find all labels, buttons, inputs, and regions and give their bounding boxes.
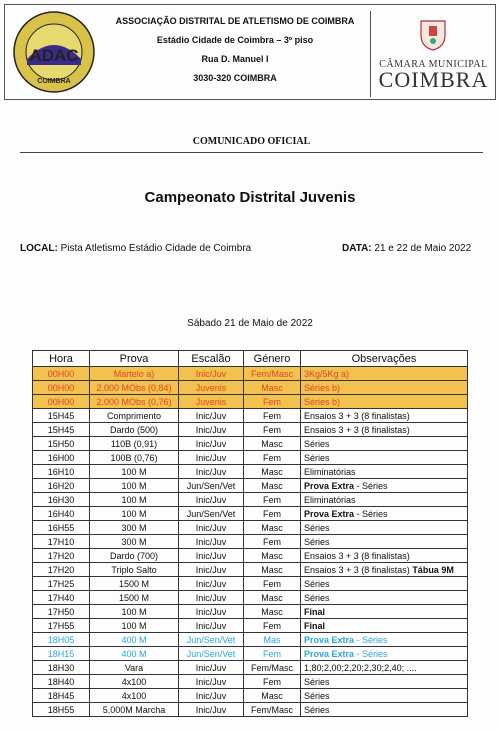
obs-text: Séries (304, 578, 330, 589)
obs-bold: Final (304, 620, 326, 631)
cell-prova: 100 M (90, 465, 179, 479)
obs-bold: Final (304, 606, 326, 617)
cell-observacoes (301, 633, 468, 647)
cell-observacoes (301, 549, 468, 563)
cell-hora: 16H20 (33, 479, 90, 493)
cell-escalao: Inic/Juv (179, 437, 244, 451)
cell-prova: Vara (90, 661, 179, 675)
cell-escalao: Inic/Juv (179, 367, 244, 381)
cell-escalao: Jun/Sen/Vet (179, 647, 244, 661)
cell-prova: 300 M (90, 521, 179, 535)
cell-genero: Fem/Masc (244, 703, 301, 717)
table-row (33, 563, 468, 577)
cell-genero: Masc (244, 479, 301, 493)
cell-escalao: Inic/Juv (179, 465, 244, 479)
obs-text: Séries (304, 690, 330, 701)
cell-prova: 1500 M (90, 591, 179, 605)
cell-hora: 00H00 (33, 395, 90, 409)
cell-observacoes (301, 367, 468, 381)
cell-hora: 16H55 (33, 521, 90, 535)
cell-hora: 16H00 (33, 451, 90, 465)
cell-escalao: Inic/Juv (179, 493, 244, 507)
cell-genero: Masc (244, 563, 301, 577)
table-row (33, 465, 468, 479)
cell-hora: 18H45 (33, 689, 90, 703)
cell-prova: Martelo a) (90, 367, 179, 381)
obs-text: Séries b) (304, 382, 341, 393)
comunicado-heading: COMUNICADO OFICIAL (20, 136, 483, 153)
cell-escalao: Inic/Juv (179, 605, 244, 619)
obs-bold: Prova Extra (304, 508, 355, 519)
cell-hora: 16H10 (33, 465, 90, 479)
cell-escalao: Inic/Juv (179, 675, 244, 689)
cell-escalao: Inic/Juv (179, 521, 244, 535)
cell-prova: 100 M (90, 605, 179, 619)
cell-escalao: Inic/Juv (179, 703, 244, 717)
cell-genero: Fem (244, 493, 301, 507)
cell-escalao: Inic/Juv (179, 409, 244, 423)
cell-prova: 100 M (90, 493, 179, 507)
cell-prova: 4x100 (90, 675, 179, 689)
table-row (33, 507, 468, 521)
table-row (33, 577, 468, 591)
local-line (20, 243, 251, 254)
cell-hora: 17H50 (33, 605, 90, 619)
cell-observacoes (301, 507, 468, 521)
cell-prova: 100 M (90, 619, 179, 633)
date-value: 21 e 22 de Maio 2022 (374, 243, 472, 254)
cell-hora: 17H55 (33, 619, 90, 633)
obs-text: Séries (304, 676, 330, 687)
cell-hora: 18H30 (33, 661, 90, 675)
cell-escalao: Inic/Juv (179, 563, 244, 577)
camara-label: CÂMARA MUNICIPAL (379, 59, 488, 70)
cell-escalao: Jun/Sen/Vet (179, 633, 244, 647)
cell-observacoes (301, 521, 468, 535)
cell-prova: 110B (0,91) (90, 437, 179, 451)
cell-genero: Fem (244, 535, 301, 549)
cell-hora: 18H40 (33, 675, 90, 689)
cell-escalao: Inic/Juv (179, 577, 244, 591)
cell-genero: Fem (244, 647, 301, 661)
cell-hora: 17H25 (33, 577, 90, 591)
cell-escalao: Inic/Juv (179, 535, 244, 549)
logo-letters: ADAC (29, 46, 79, 65)
cell-genero: Masc (244, 465, 301, 479)
obs-text: Séries (304, 522, 330, 533)
cell-hora: 18H55 (33, 703, 90, 717)
obs-text: - Séries (354, 634, 388, 645)
cell-escalao: Inic/Juv (179, 423, 244, 437)
col-genero: Género (244, 351, 301, 367)
cell-hora: 00H00 (33, 381, 90, 395)
cell-hora: 00H00 (33, 367, 90, 381)
org-address-2: Rua D. Manuel I (201, 54, 269, 64)
col-escalao: Escalão (179, 351, 244, 367)
cell-hora: 17H10 (33, 535, 90, 549)
cell-prova: Triplo Salto (90, 563, 179, 577)
cell-hora: 17H20 (33, 549, 90, 563)
cell-escalao: Juvenis (179, 381, 244, 395)
table-row (33, 647, 468, 661)
table-row (33, 619, 468, 633)
cell-prova: Comprimento (90, 409, 179, 423)
cell-prova: Dardo (500) (90, 423, 179, 437)
obs-text: - Séries (354, 480, 388, 491)
obs-text: Eliminatórias (304, 494, 356, 505)
cell-hora: 18H15 (33, 647, 90, 661)
cell-genero: Fem (244, 675, 301, 689)
obs-text: Ensaios 3 + 3 (8 finalistas) (304, 550, 410, 561)
obs-text: Ensaios 3 + 3 (8 finalistas) (304, 424, 410, 435)
document-title: Campeonato Distrital Juvenis (144, 189, 356, 206)
cell-genero: Fem (244, 577, 301, 591)
cell-prova: 100 M (90, 479, 179, 493)
table-row (33, 367, 468, 381)
cell-genero: Masc (244, 521, 301, 535)
obs-text: Séries b) (304, 396, 341, 407)
cell-observacoes (301, 675, 468, 689)
cell-hora: 15H45 (33, 423, 90, 437)
obs-text: Séries (304, 592, 330, 603)
cell-observacoes (301, 381, 468, 395)
obs-bold: Prova Extra (304, 634, 355, 645)
cell-genero: Masc (244, 549, 301, 563)
obs-text: Séries (304, 452, 330, 463)
table-row (33, 423, 468, 437)
local-label: LOCAL: (20, 243, 58, 254)
obs-text: Ensaios 3 + 3 (8 finalistas) (304, 410, 410, 421)
schedule-table (32, 350, 468, 717)
table-row (33, 395, 468, 409)
schedule-body (33, 367, 468, 717)
cell-escalao: Inic/Juv (179, 661, 244, 675)
cell-observacoes (301, 535, 468, 549)
cell-prova: 400 M (90, 633, 179, 647)
cell-genero: Masc (244, 591, 301, 605)
cell-escalao: Inic/Juv (179, 591, 244, 605)
cell-escalao: Inic/Juv (179, 451, 244, 465)
table-row (33, 381, 468, 395)
cell-genero: Masc (244, 437, 301, 451)
cell-genero: Fem (244, 619, 301, 633)
table-row (33, 409, 468, 423)
cell-genero: Mas (244, 633, 301, 647)
table-row (33, 479, 468, 493)
col-prova: Prova (90, 351, 179, 367)
col-observacoes: Observações (301, 351, 468, 367)
cell-genero: Fem (244, 409, 301, 423)
obs-bold: Prova Extra (304, 480, 355, 491)
cell-observacoes (301, 619, 468, 633)
cell-observacoes (301, 577, 468, 591)
cell-hora: 16H40 (33, 507, 90, 521)
camara-municipal-logo (370, 11, 496, 97)
table-row (33, 521, 468, 535)
obs-text: Séries (304, 704, 330, 715)
org-address-1: Estádio Cidade de Coimbra – 3º piso (156, 35, 314, 45)
day-heading: Sábado 21 de Maio de 2022 (187, 318, 313, 329)
cell-prova: 1500 M (90, 577, 179, 591)
cell-prova: 4x100 (90, 689, 179, 703)
local-value: Pista Atletismo Estádio Cidade de Coimbra (60, 243, 252, 254)
cell-prova: 100B (0,76) (90, 451, 179, 465)
cell-escalao: Inic/Juv (179, 549, 244, 563)
obs-text: - Séries (354, 648, 388, 659)
obs-text: 1,80;2,00;2,20;2,30;2,40; .... (304, 662, 417, 673)
table-row (33, 549, 468, 563)
cell-observacoes (301, 591, 468, 605)
obs-text: Séries (304, 536, 330, 547)
cell-observacoes (301, 563, 468, 577)
table-row (33, 675, 468, 689)
table-header-row (33, 351, 468, 367)
letterhead (4, 4, 496, 100)
cell-genero: Fem (244, 507, 301, 521)
cell-observacoes (301, 647, 468, 661)
table-row (33, 535, 468, 549)
cell-escalao: Jun/Sen/Vet (179, 507, 244, 521)
cell-observacoes (301, 661, 468, 675)
logo-bottom-text: COIMBRA (37, 78, 71, 85)
cell-observacoes (301, 465, 468, 479)
camara-city: COIMBRA (378, 67, 489, 92)
cell-hora: 15H50 (33, 437, 90, 451)
cell-genero: Masc (244, 689, 301, 703)
cell-prova: 5.000M Marcha (90, 703, 179, 717)
cell-observacoes (301, 451, 468, 465)
obs-text: Ensaios 3 + 3 (8 finalistas) (304, 564, 413, 575)
cell-observacoes (301, 689, 468, 703)
table-row (33, 703, 468, 717)
obs-text: 3Kg/5Kg a) (304, 368, 350, 379)
cell-escalao: Inic/Juv (179, 689, 244, 703)
table-row (33, 689, 468, 703)
table-row (33, 493, 468, 507)
cell-genero: Fem (244, 423, 301, 437)
cell-observacoes (301, 395, 468, 409)
cell-hora: 16H30 (33, 493, 90, 507)
cell-observacoes (301, 493, 468, 507)
cell-observacoes (301, 409, 468, 423)
cell-hora: 17H40 (33, 591, 90, 605)
cell-genero: Fem/Masc (244, 661, 301, 675)
obs-text: Eliminatórias (304, 466, 356, 477)
org-details (105, 11, 365, 87)
cell-observacoes (301, 479, 468, 493)
cell-genero: Fem (244, 395, 301, 409)
col-hora: Hora (33, 351, 90, 367)
cell-hora: 17H20 (33, 563, 90, 577)
obs-bold: Prova Extra (304, 648, 355, 659)
date-line (342, 243, 471, 254)
cell-prova: 100 M (90, 507, 179, 521)
obs-text: - Séries (354, 508, 388, 519)
obs-bold-after: Tábua 9M (412, 564, 454, 575)
table-row (33, 591, 468, 605)
table-row (33, 661, 468, 675)
date-label: DATA: (342, 243, 372, 254)
cell-escalao: Inic/Juv (179, 619, 244, 633)
table-row (33, 605, 468, 619)
cell-prova: 400 M (90, 647, 179, 661)
coat-of-arms-icon (419, 17, 447, 51)
cell-hora: 18H05 (33, 633, 90, 647)
cell-observacoes (301, 703, 468, 717)
cell-observacoes (301, 437, 468, 451)
cell-genero: Masc (244, 381, 301, 395)
cell-genero: Fem/Masc (244, 367, 301, 381)
cell-genero: Masc (244, 605, 301, 619)
cell-prova: Dardo (700) (90, 549, 179, 563)
cell-observacoes (301, 605, 468, 619)
cell-genero: Fem (244, 451, 301, 465)
table-row (33, 437, 468, 451)
cell-observacoes (301, 423, 468, 437)
org-name: ASSOCIAÇÃO DISTRITAL DE ATLETISMO DE COIMBRA (115, 16, 355, 26)
cell-prova: 300 M (90, 535, 179, 549)
cell-escalao: Jun/Sen/Vet (179, 479, 244, 493)
table-row (33, 633, 468, 647)
cell-hora: 15H45 (33, 409, 90, 423)
cell-prova: 2.000 MObs (0,84) (90, 381, 179, 395)
cell-prova: 2.000 MObs (0,76) (90, 395, 179, 409)
adac-logo (13, 11, 95, 93)
obs-text: Séries (304, 438, 330, 449)
table-row (33, 451, 468, 465)
org-address-3: 3030-320 COIMBRA (193, 73, 277, 83)
cell-escalao: Juvenis (179, 395, 244, 409)
